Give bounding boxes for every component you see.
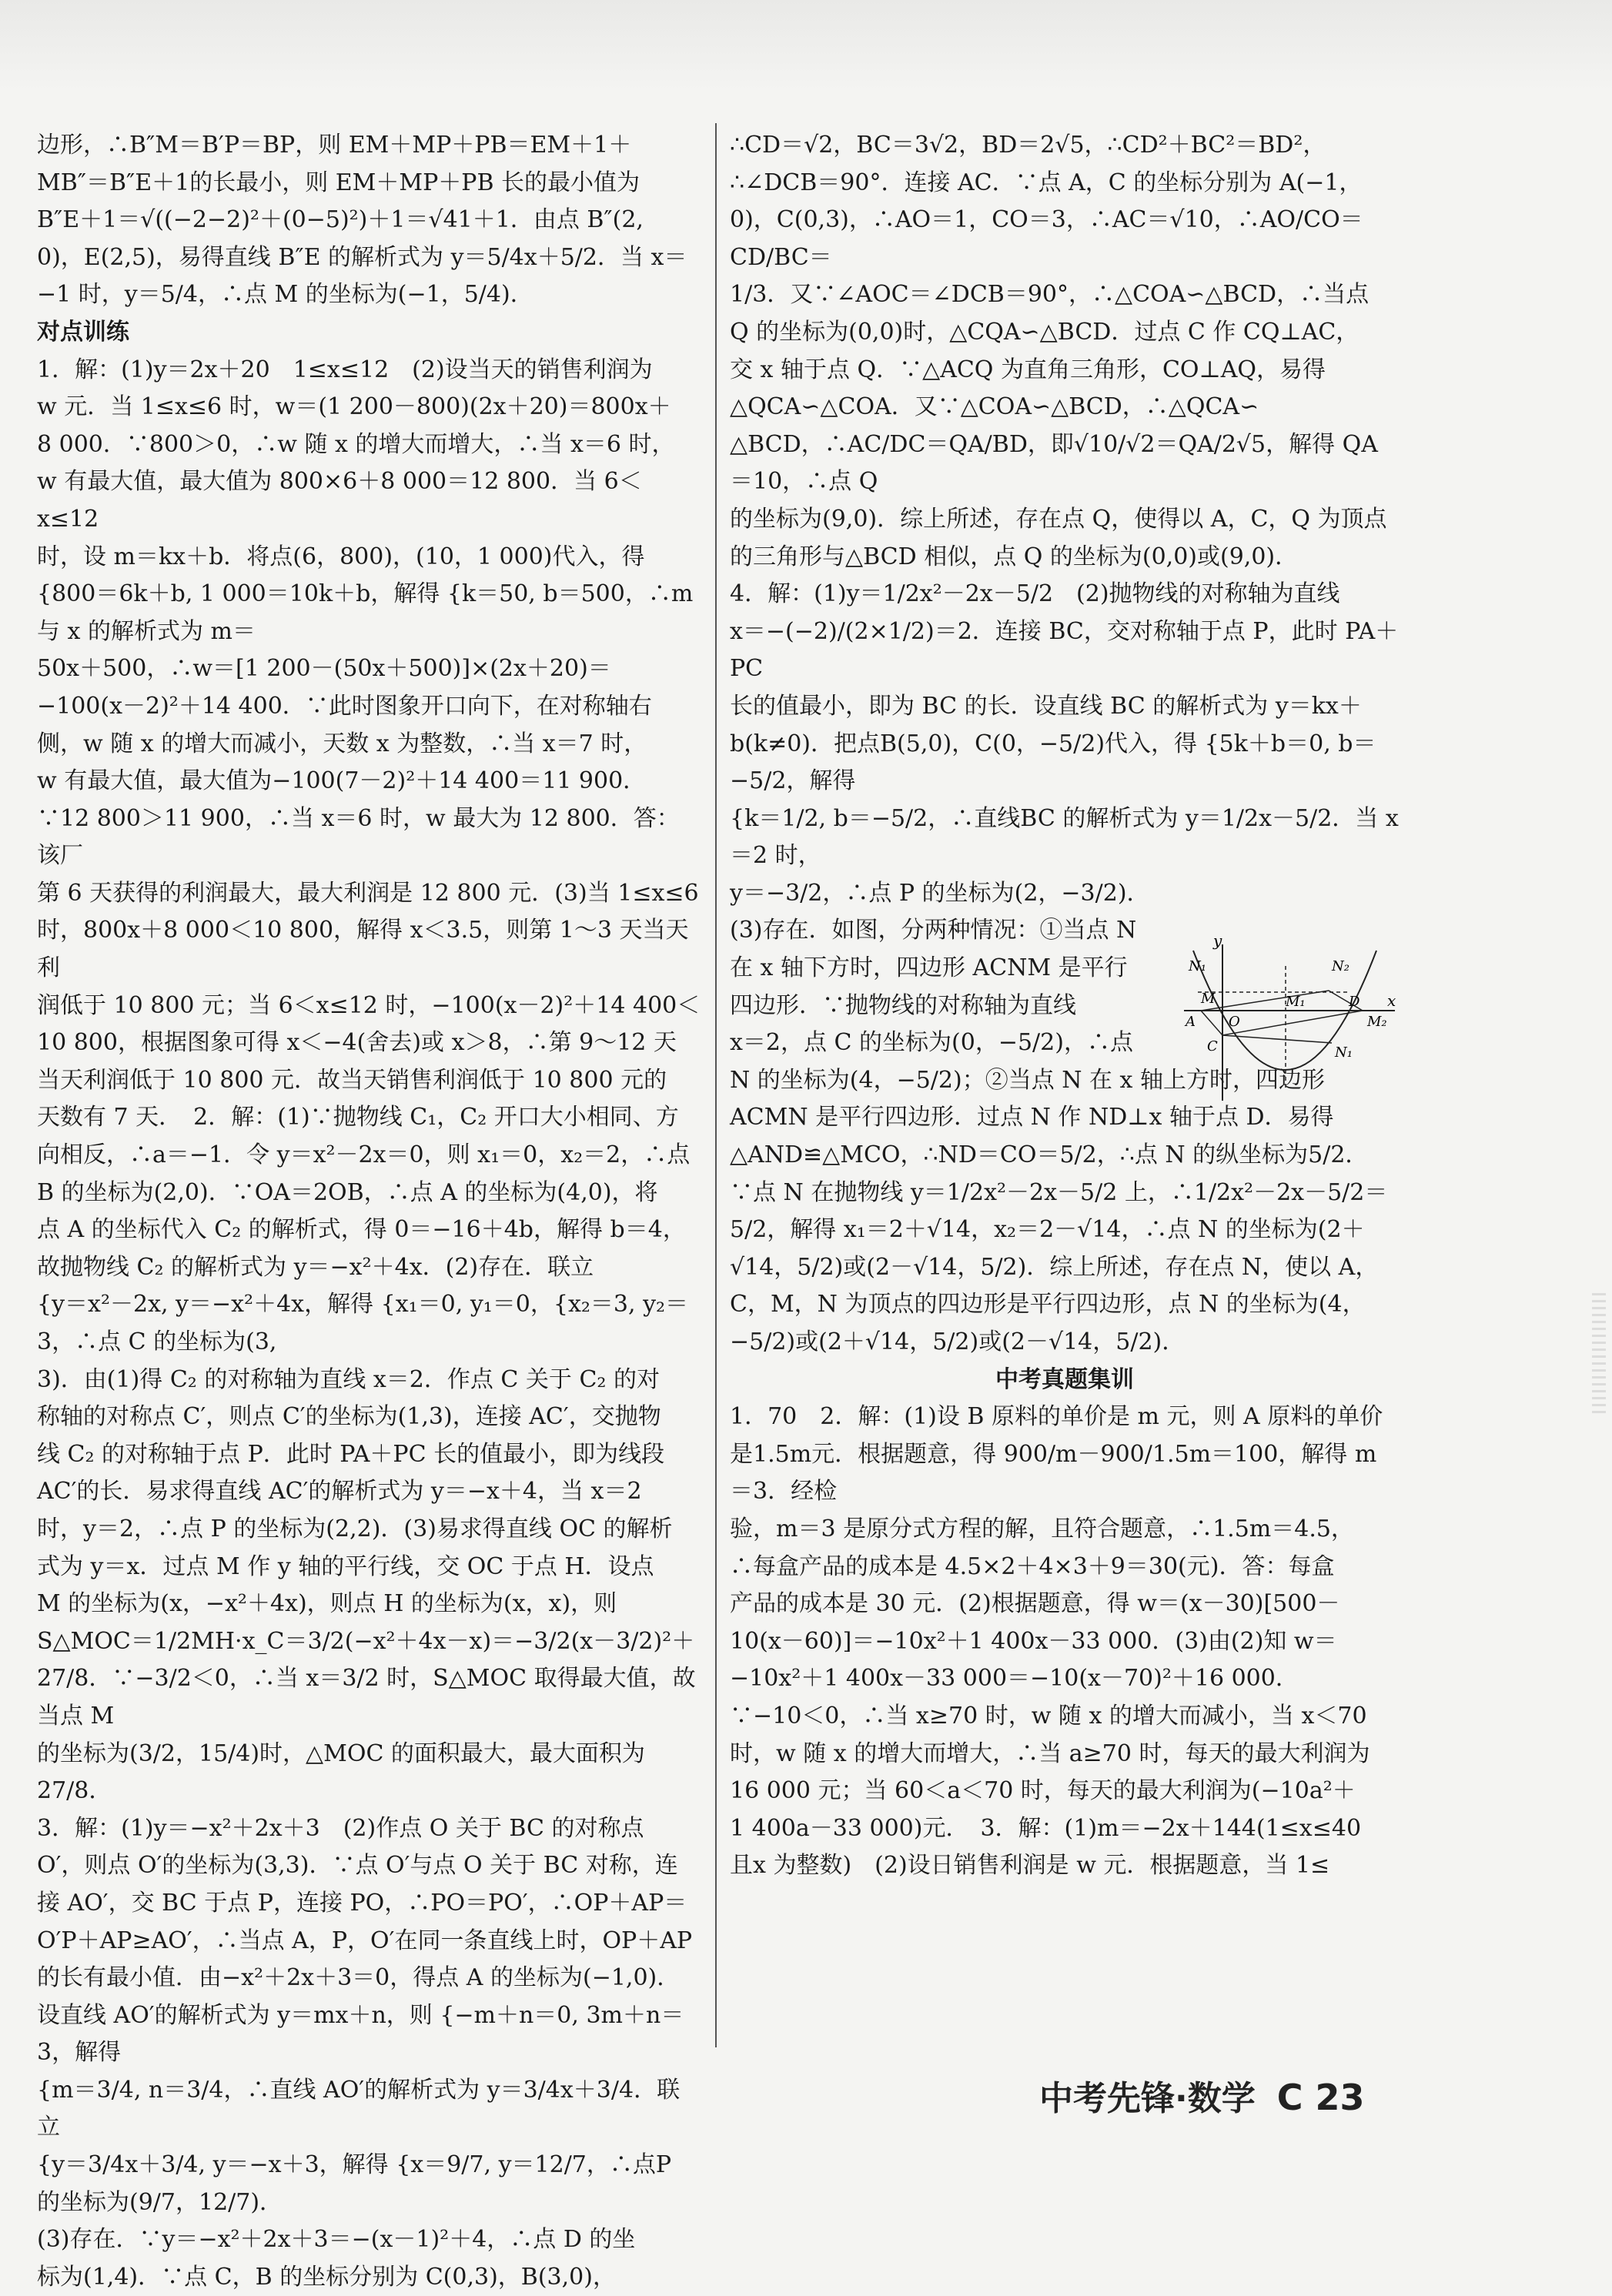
text-line: △BCD，∴AC/DC＝QA/BD，即√10/√2＝QA/2√5，解得 QA＝10，∴点 Q [730, 430, 1378, 496]
text-line: 0)，C(0,3)，∴AO＝1，CO＝3，∴AC＝√10，∴AO/CO＝CD/BC＝ [730, 206, 1363, 271]
text-line: 且x 为整数) (2)设日销售利润是 w 元．根据题意，当 1≤ [730, 1852, 1330, 1880]
text-line: 侧，w 随 x 的增大而减小，天数 x 为整数，∴当 x＝7 时， [37, 730, 647, 757]
text-line: 向相反，∴a＝−1．令 y＝x²－2x＝0，则 x₁＝0，x₂＝2，∴点 [37, 1141, 691, 1169]
text-line: 1/3．又∵∠AOC＝∠DCB＝90°，∴△COA∽△BCD，∴当点 [730, 281, 1370, 309]
label-x: x [1387, 991, 1396, 1010]
text-line: √14，5/2)或(2－√14，5/2)．综上所述，存在点 N，使以 A， [730, 1253, 1379, 1281]
text-line: 16 000 元；当 60＜a＜70 时，每天的最大利润为(−10a²＋ [730, 1777, 1356, 1805]
text-line: {y＝x²－2x, y＝−x²＋4x，解得 {x₁＝0, y₁＝0，{x₂＝3, y₂＝3，∴点 C 的坐标为(3, [37, 1291, 689, 1355]
text-line: O′P＋AP≥AO′，∴当点 A，P，O′在同一条直线上时，OP＋AP [37, 1927, 693, 1954]
text-line: {k＝1/2, b＝−5/2，∴直线BC 的解析式为 y＝1/2x－5/2．当 x＝2 时， [730, 804, 1399, 870]
text-line: 故抛物线 C₂ 的解析式为 y＝−x²＋4x．(2)存在．联立 [37, 1253, 594, 1281]
text-line: ∴每盒产品的成本是 4.5×2＋4×3＋9＝30(元)．答：每盒 [730, 1552, 1335, 1580]
label-n1-top: N₁ [1189, 958, 1206, 974]
page-footer [1039, 2070, 1365, 2120]
text-line: {800＝6k＋b, 1 000＝10k＋b，解得 {k＝50, b＝500，∴m 与 x 的解析式为 m＝ [37, 580, 701, 645]
label-m1: M₁ [1286, 994, 1306, 1010]
text-line: 3．解：(1)y＝−x²＋2x＋3 (2)作点 O 关于 BC 的对称点 [37, 1814, 644, 1842]
text-line: N 的坐标为(4，−5/2)；②当点 N 在 x 轴上方时，四边形 [730, 1066, 1326, 1094]
text-line: {m＝3/4, n＝3/4，∴直线 AO′的解析式为 y＝3/4x＋3/4．联立 [37, 2076, 681, 2141]
text-line: 时，w 随 x 的增大而增大，∴当 a≥70 时，每天的最大利润为 [730, 1740, 1370, 1767]
column-divider [715, 123, 717, 2047]
text-line: 设直线 AO′的解析式为 y＝mx＋n，则 {−m＋n＝0, 3m＋n＝3，解得 [37, 2001, 684, 2067]
text-line: 0)，E(2,5)，易得直线 B″E 的解析式为 y＝5/4x＋5/2．当 x＝ [37, 243, 687, 271]
text-line: 10 800，根据图象可得 x＜−4(舍去)或 x＞8，∴第 9～12 天 [37, 1029, 677, 1057]
text-line: 接 AO′，交 BC 于点 P，连接 PO，∴PO＝PO′，∴OP＋AP＝ [37, 1889, 687, 1917]
text-line: 的三角形与△BCD 相似，点 Q 的坐标为(0,0)或(9,0)． [730, 543, 1299, 570]
text-line: O′，则点 O′的坐标为(3,3)．∵点 O′与点 O 关于 BC 对称，连 [37, 1852, 678, 1880]
text-line: 10(x－60)]＝−10x²＋1 400x－33 000．(3)由(2)知 w＝ [730, 1627, 1337, 1655]
text-line: S△MOC＝1/2MH·x_C＝3/2(−x²＋4x－x)＝−3/2(x－3/2)²＋ [37, 1627, 695, 1655]
text-line: −10x²＋1 400x－33 000＝−10(x－70)²＋16 000． [730, 1665, 1299, 1693]
label-c: C [1207, 1038, 1218, 1054]
text-line: 时，800x＋8 000＜10 800，解得 x＜3.5，则第 1～3 天当天利 [37, 917, 689, 982]
text-line: 时，设 m＝kx＋b．将点(6，800)，(10，1 000)代入，得 [37, 543, 645, 570]
text-line: 的长有最小值．由−x²＋2x＋3＝0，得点 A 的坐标为(−1,0)． [37, 1964, 681, 1992]
text-line: 天数有 7 天． 2．解：(1)∵抛物线 C₁，C₂ 开口大小相同、方 [37, 1104, 679, 1131]
label-a: A [1186, 1014, 1196, 1030]
text-line: −100(x－2)²＋14 400．∵此时图象开口向下，在对称轴右 [37, 692, 652, 720]
label-m: M [1201, 991, 1216, 1007]
text-line: w 有最大值，最大值为−100(7－2)²＋14 400＝11 900． [37, 767, 647, 795]
text-line: 四边形．∵抛物线的对称轴为直线 [730, 991, 1076, 1019]
text-line: △QCA∽△COA．又∵△COA∽△BCD，∴△QCA∽ [730, 393, 1259, 421]
label-n1-bottom: N₁ [1335, 1044, 1353, 1061]
left-column [37, 127, 701, 2296]
text-line: x＝−(−2)/(2×1/2)＝2．连接 BC，交对称轴于点 P，此时 PA＋PC [730, 617, 1399, 683]
text-line: −1 时，y＝5/4，∴点 M 的坐标为(−1，5/4)． [37, 281, 533, 309]
text-line: 4．解：(1)y＝1/2x²－2x－5/2 (2)抛物线的对称轴为直线 [730, 580, 1340, 608]
text-line: 是1.5m元．根据题意，得 900/m－900/1.5m＝100，解得 m＝3．经检 [730, 1440, 1377, 1506]
text-line: w 元．当 1≤x≤6 时，w＝(1 200－800)(2x＋20)＝800x＋ [37, 393, 671, 421]
text-line: ∴CD＝√2，BC＝3√2，BD＝2√5，∴CD²＋BC²＝BD²， [730, 132, 1326, 159]
label-o: O [1229, 1014, 1240, 1030]
text-line: 当天利润低于 10 800 元．故当天销售利润低于 10 800 元的 [37, 1066, 667, 1094]
text-line: 第 6 天获得的利润最大，最大利润是 12 800 元．(3)当 1≤x≤6 [37, 879, 699, 907]
parabola-figure [1178, 935, 1401, 1105]
page-number: C 23 [1276, 2077, 1365, 2118]
text-line: y＝−3/2，∴点 P 的坐标为(2，−3/2)． [730, 879, 1150, 907]
text-line: 的坐标为(9,0)．综上所述，存在点 Q，使得以 A，C，Q 为顶点 [730, 505, 1387, 533]
text-line: 产品的成本是 30 元．(2)根据题意，得 w＝(x－30)[500－ [730, 1590, 1340, 1618]
book-title: 中考先锋·数学 [1039, 2079, 1256, 2118]
text-line: 边形，∴B″M＝B′P＝BP，则 EM＋MP＋PB＝EM＋1＋ [37, 132, 632, 159]
label-n2: N₂ [1332, 958, 1349, 974]
label-m2: M₂ [1367, 1014, 1387, 1030]
text-line: ∵−10＜0，∴当 x≥70 时，w 随 x 的增大而减小，当 x＜70 [730, 1702, 1367, 1730]
text-line: 称轴的对称点 C′，则点 C′的坐标为(1,3)，连接 AC′，交抛物 [37, 1403, 661, 1431]
text-line: 在 x 轴下方时，四边形 ACNM 是平行 [730, 954, 1128, 982]
text-line: 1．70 2．解：(1)设 B 原料的单价是 m 元，则 A 原料的单价 [730, 1403, 1383, 1431]
text-line: AC′的长．易求得直线 AC′的解析式为 y＝−x＋4，当 x＝2 [37, 1478, 642, 1506]
text-line: 1．解：(1)y＝2x＋20 1≤x≤12 (2)设当天的销售利润为 [37, 356, 653, 383]
text-line: ∵点 N 在抛物线 y＝1/2x²－2x－5/2 上，∴1/2x²－2x－5/2＝ [730, 1178, 1388, 1206]
text-line: 的坐标为(3/2，15/4)时，△MOC 的面积最大，最大面积为27/8． [37, 1740, 645, 1805]
text-line: 8 000．∵800＞0，∴w 随 x 的增大而增大，∴当 x＝6 时， [37, 430, 675, 458]
text-line: △AND≌△MCO，∴ND＝CO＝5/2，∴点 N 的纵坐标为5/2． [730, 1141, 1369, 1169]
text-line: MB″＝B″E＋1的长最小，则 EM＋MP＋PB 长的最小值为 [37, 169, 640, 196]
text-line: B″E＋1＝√((−2−2)²＋(0−5)²)＋1＝√41＋1．由点 B″(2, [37, 206, 644, 234]
text-line: 长的值最小，即为 BC 的长．设直线 BC 的解析式为 y＝kx＋ [730, 692, 1362, 720]
text-line: ∵12 800＞11 900，∴当 x＝6 时，w 最大为 12 800．答：该厂 [37, 804, 680, 870]
text-line: B 的坐标为(2,0)．∵OA＝2OB，∴点 A 的坐标为(4,0)，将 [37, 1178, 658, 1206]
scan-top-strip [0, 0, 1612, 92]
text-line: −5/2)或(2＋√14，5/2)或(2－√14，5/2)． [730, 1328, 1186, 1355]
text-line: 润低于 10 800 元；当 6＜x≤12 时，−100(x－2)²＋14 400＜ [37, 991, 701, 1019]
text-line: 验，m＝3 是原分式方程的解，且符合题意，∴1.5m＝4.5， [730, 1515, 1354, 1542]
text-line: (3)存在．∵y＝−x²＋2x＋3＝−(x－1)²＋4，∴点 D 的坐 [37, 2226, 636, 2254]
label-d: D [1349, 994, 1360, 1010]
text-line: M 的坐标为(x，−x²＋4x)，则点 H 的坐标为(x，x)，则 [37, 1590, 617, 1618]
text-line: 点 A 的坐标代入 C₂ 的解析式，得 0＝−16＋4b，解得 b＝4， [37, 1216, 686, 1244]
text-line: x＝2，点 C 的坐标为(0，−5/2)，∴点 [730, 1029, 1133, 1057]
text-line: {y＝3/4x＋3/4, y＝−x＋3，解得 {x＝9/7, y＝12/7，∴点P 的坐标为(9/7，12/7)． [37, 2151, 679, 2216]
section-title: 中考真题集训 [995, 1365, 1134, 1393]
text-line: (3)存在．如图，分两种情况：①当点 N [730, 917, 1137, 944]
text-line: 式为 y＝x．过点 M 作 y 轴的平行线，交 OC 于点 H．设点 [37, 1552, 654, 1580]
text-line: 线 C₂ 的对称轴于点 P．此时 PA＋PC 长的值最小，即为线段 [37, 1440, 665, 1468]
text-line: 标为(1,4)．∵点 C，B 的坐标分别为 C(0,3)，B(3,0)， [37, 2263, 616, 2291]
text-line: b(k≠0)．把点B(5,0)，C(0，−5/2)代入，得 {5k＋b＝0, b＝−5/2，解得 [730, 730, 1376, 795]
text-line: Q 的坐标为(0,0)时，△CQA∽△BCD．过点 C 作 CQ⊥AC， [730, 318, 1359, 346]
text-line: 5/2，解得 x₁＝2＋√14，x₂＝2－√14，∴点 N 的坐标为(2＋ [730, 1216, 1365, 1244]
text-line: C，M，N 为顶点的四边形是平行四边形，点 N 的坐标为(4， [730, 1291, 1366, 1318]
text-line: ∴∠DCB＝90°．连接 AC．∵点 A，C 的坐标分别为 A(−1， [730, 169, 1363, 196]
text-line: 3)．由(1)得 C₂ 的对称轴为直线 x＝2．作点 C 关于 C₂ 的对 [37, 1365, 660, 1393]
text-line: 交 x 轴于点 Q．∵△ACQ 为直角三角形，CO⊥AQ，易得 [730, 356, 1326, 383]
text-line: w 有最大值，最大值为 800×6＋8 000＝12 800．当 6＜x≤12 [37, 468, 642, 533]
text-line: 50x＋500，∴w＝[1 200－(50x＋500)]×(2x＋20)＝ [37, 655, 611, 683]
text-line: ACMN 是平行四边形．过点 N 作 ND⊥x 轴于点 D．易得 [730, 1104, 1334, 1131]
text-line: 27/8．∵−3/2＜0，∴当 x＝3/2 时，S△MOC 取得最大值，故当点 M [37, 1665, 696, 1730]
scan-edge-mark [1592, 1293, 1606, 1416]
text-line: 1 400a－33 000)元． 3．解：(1)m＝−2x＋144(1≤x≤40 [730, 1814, 1362, 1842]
label-y: y [1213, 935, 1222, 950]
section-title: 对点训练 [37, 318, 129, 346]
text-line: 时，y＝2，∴点 P 的坐标为(2,2)．(3)易求得直线 OC 的解析 [37, 1515, 673, 1542]
